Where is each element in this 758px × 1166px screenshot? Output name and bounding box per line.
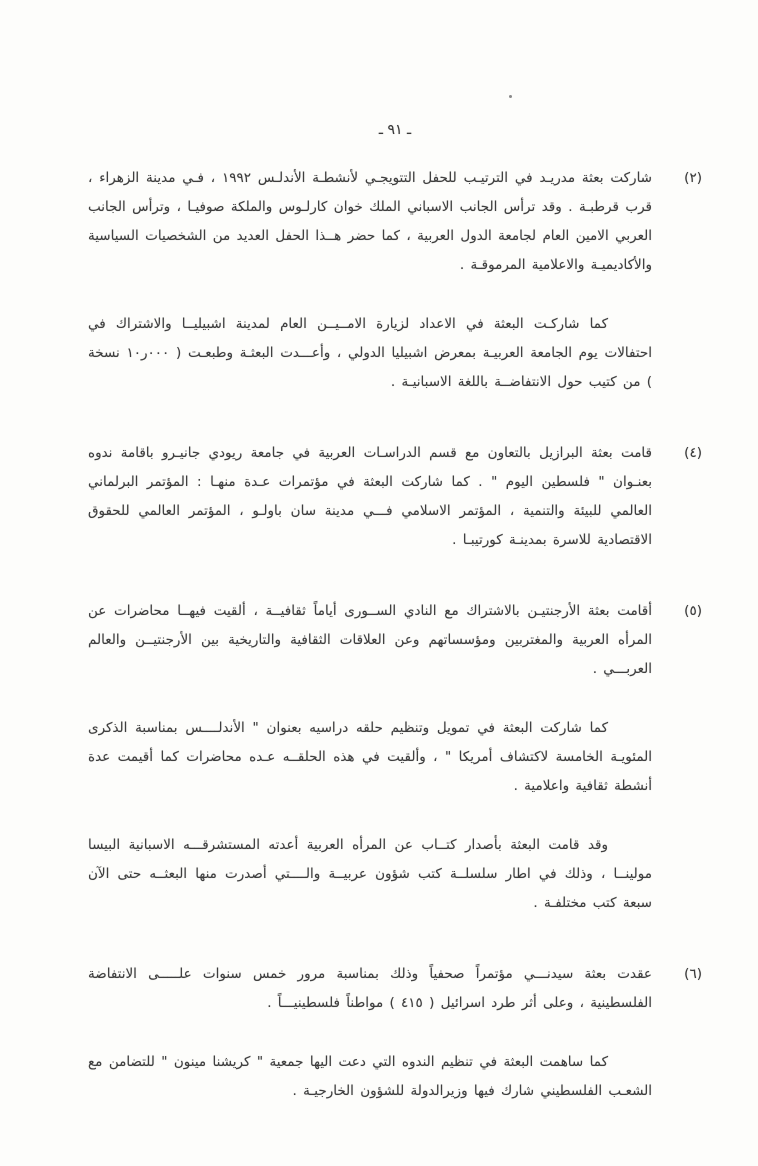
section-5-marker: (٥): [684, 603, 702, 619]
paragraph: شاركت بعثة مدريـد في الترتيـب للحفل التتويجـي لأنشطـة الأندلـس ١٩٩٢ ، فـي مدينة الزهراء ، قرب قرطبـة . وقد ترأس الجانب الاسباني الملك خوان كارلـوس والملكة صوفيـا ، وترأس الجانب العربي الامين العام لجامعة الدول العربية ، كما حضر هــذا الحفل العديد من الشخصيات السياسية والأكاديميـة والاعلامية المرموقـة .: [88, 170, 652, 273]
paragraph: كما شاركـت البعثة في الاعداد لزيارة الامــيــن العام لمدينة اشبيليــا والاشتراك في احتفالات يوم الجامعة العربيـة بمعرض اشبيليا الدولي ، وأعـــدت البعثـة وطبعـت ( ٠٠٠ر١٠ نسخة ) من كتيب حول الانتفاضــة باللغة الاسبانيـة .: [88, 316, 653, 390]
section-5-body: [88, 597, 652, 918]
paragraph: قامت بعثة البرازيل بالتعاون مع قسم الدراسـات العربية في جامعة ريودي جانيـرو باقامة ندوه بعنـوان " فلسطين اليوم " . كما شاركت البعثة في مؤتمرات عـدة منهـا : المؤتمر البرلماني العالمي للبيئة والتنمية ، المؤتمر الاسلامي فـــي مدينة سان باولـو ، المؤتمر العالمي للحقوق الاقتصادية للاسرة بمدينـة كورتيبـا .: [88, 445, 652, 548]
paragraph: أقامت بعثة الأرجنتيـن بالاشتراك مع النادي الســورى أياماً ثقافيــة ، ألقيت فيهــا محاضرات عن المرأه العربية والمغتربين ومؤسساتهم وعن العلاقات الثقافية والتاريخية بين الأرجنتيــن والعالم العربـــي .: [88, 603, 652, 677]
page-number: ـ ٩١ ـ: [378, 122, 412, 138]
section-4: [88, 439, 702, 555]
section-6: [88, 960, 702, 1106]
scan-artifact-dot: [509, 95, 512, 98]
paragraph: كما ساهمت البعثة في تنظيم الندوه التي دعت اليها جمعية " كريشنا مينون " للتضامن مع الشعـب الفلسطيني شارك فيها وزيرالدولة للشؤون الخارجيـة .: [88, 1054, 652, 1099]
section-2-marker: (٢): [684, 170, 702, 186]
section-2-body: [88, 164, 652, 397]
paragraph: عقدت بعثة سيدنـــي مؤتمراً صحفياً وذلك بمناسبة مرور خمس سنوات علـــــى الانتفاضة الفلسطينية ، وعلى أثر طرد اسرائيل ( ٤١٥ ) مواطناً فلسطينيـــاً .: [88, 966, 652, 1011]
section-2: [88, 164, 702, 397]
section-5: [88, 597, 702, 918]
document-content: [88, 164, 702, 1106]
section-6-body: [88, 960, 652, 1106]
section-6-marker: (٦): [684, 966, 702, 982]
paragraph: كما شاركت البعثة في تمويل وتنظيم حلقه دراسيه بعنوان " الأندلــــس بمناسبة الذكرى المئويـة الخامسة لاكتشاف أمريكا " ، وألقيت في هذه الحلقــه عـده محاضرات كما أقيمت عدة أنشطة ثقافية واعلامية .: [88, 720, 652, 794]
paragraph: وقد قامت البعثة بأصدار كتــاب عن المرأه العربية أعدته المستشرقـــه الاسبانية البيسا مولينــا ، وذلك في اطار سلسلــة كتب شؤون عربيــة والــــتي أصدرت منها البعثــه حتى الآن سبعة كتب مختلفـة .: [88, 837, 652, 911]
section-4-body: [88, 439, 652, 555]
section-4-marker: (٤): [684, 445, 702, 461]
